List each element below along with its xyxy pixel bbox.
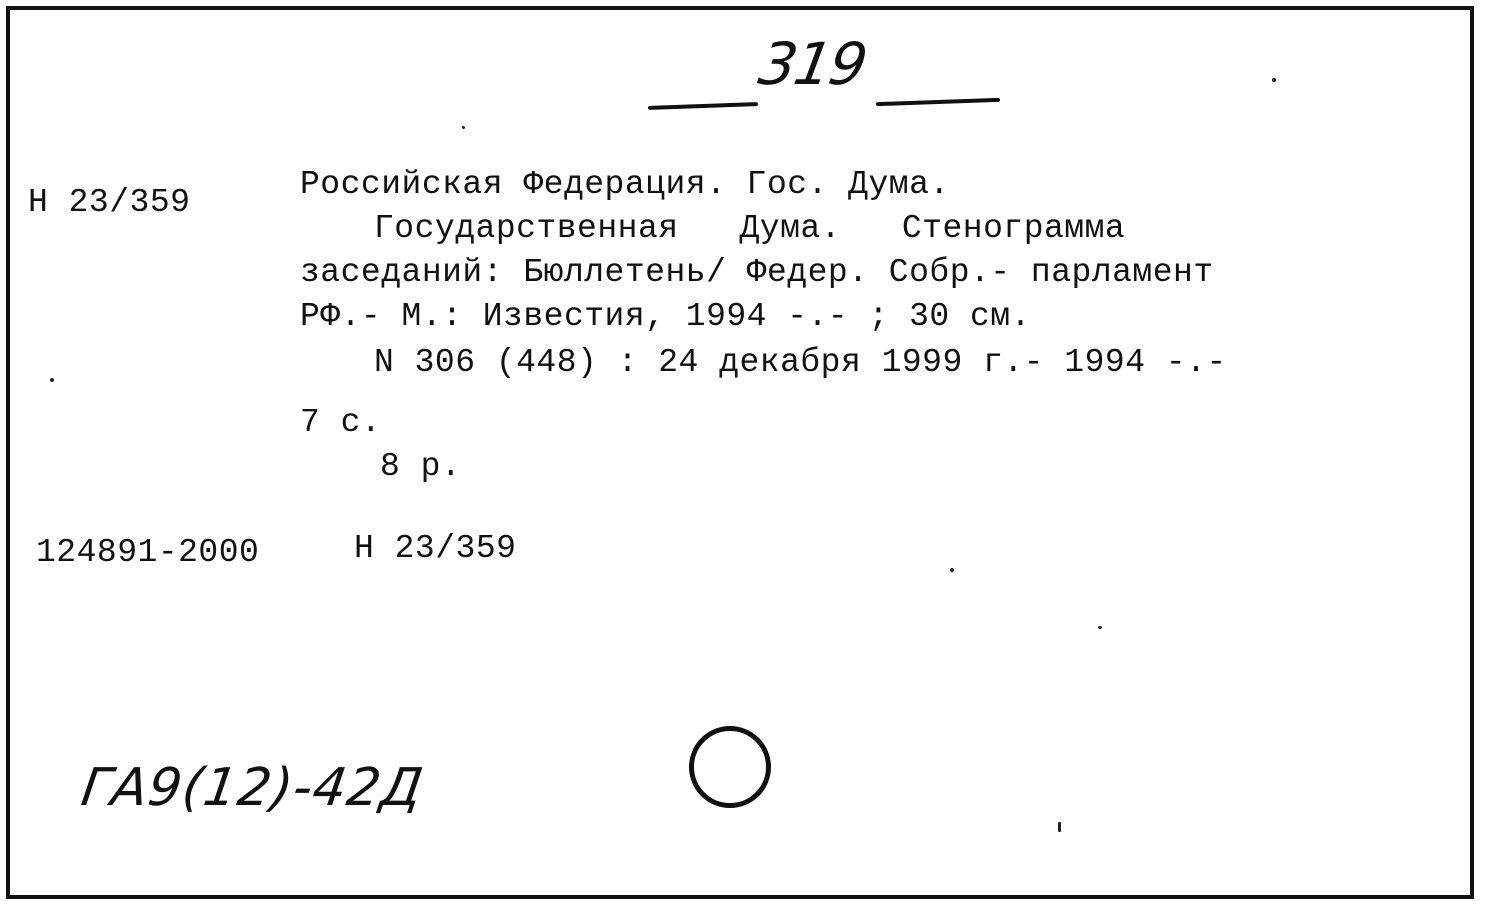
entry-line-3: заседаний: Бюллетень/ Федер. Собр.- парламент [300,254,1214,291]
scan-speck [950,568,954,572]
card-number: 319 [754,30,871,98]
classification-code: ГА9(12)-42Д [77,758,428,818]
entry-line-4: РФ.- М.: Известия, 1994 -.- ; 30 см. [300,298,1031,335]
scan-speck [1098,626,1102,629]
scan-speck [1058,822,1061,832]
shelf-mark: Н 23/359 [28,184,191,221]
entry-line-2: Государственная Дума. Стенограмма [374,210,1126,247]
entry-line-1: Российская Федерация. Гос. Дума. [300,166,950,203]
entry-line-6: 7 с. [300,404,382,441]
scan-speck [1272,78,1276,82]
inventory-number: 124891-2000 [36,534,260,571]
entry-line-7: 8 р. [380,448,462,485]
inventory-shelf-mark: Н 23/359 [354,530,517,567]
punch-hole-icon [689,726,771,808]
scan-speck [462,126,465,129]
scan-speck [50,378,54,382]
entry-line-5: N 306 (448) : 24 декабря 1999 г.- 1994 -.- [374,344,1227,381]
